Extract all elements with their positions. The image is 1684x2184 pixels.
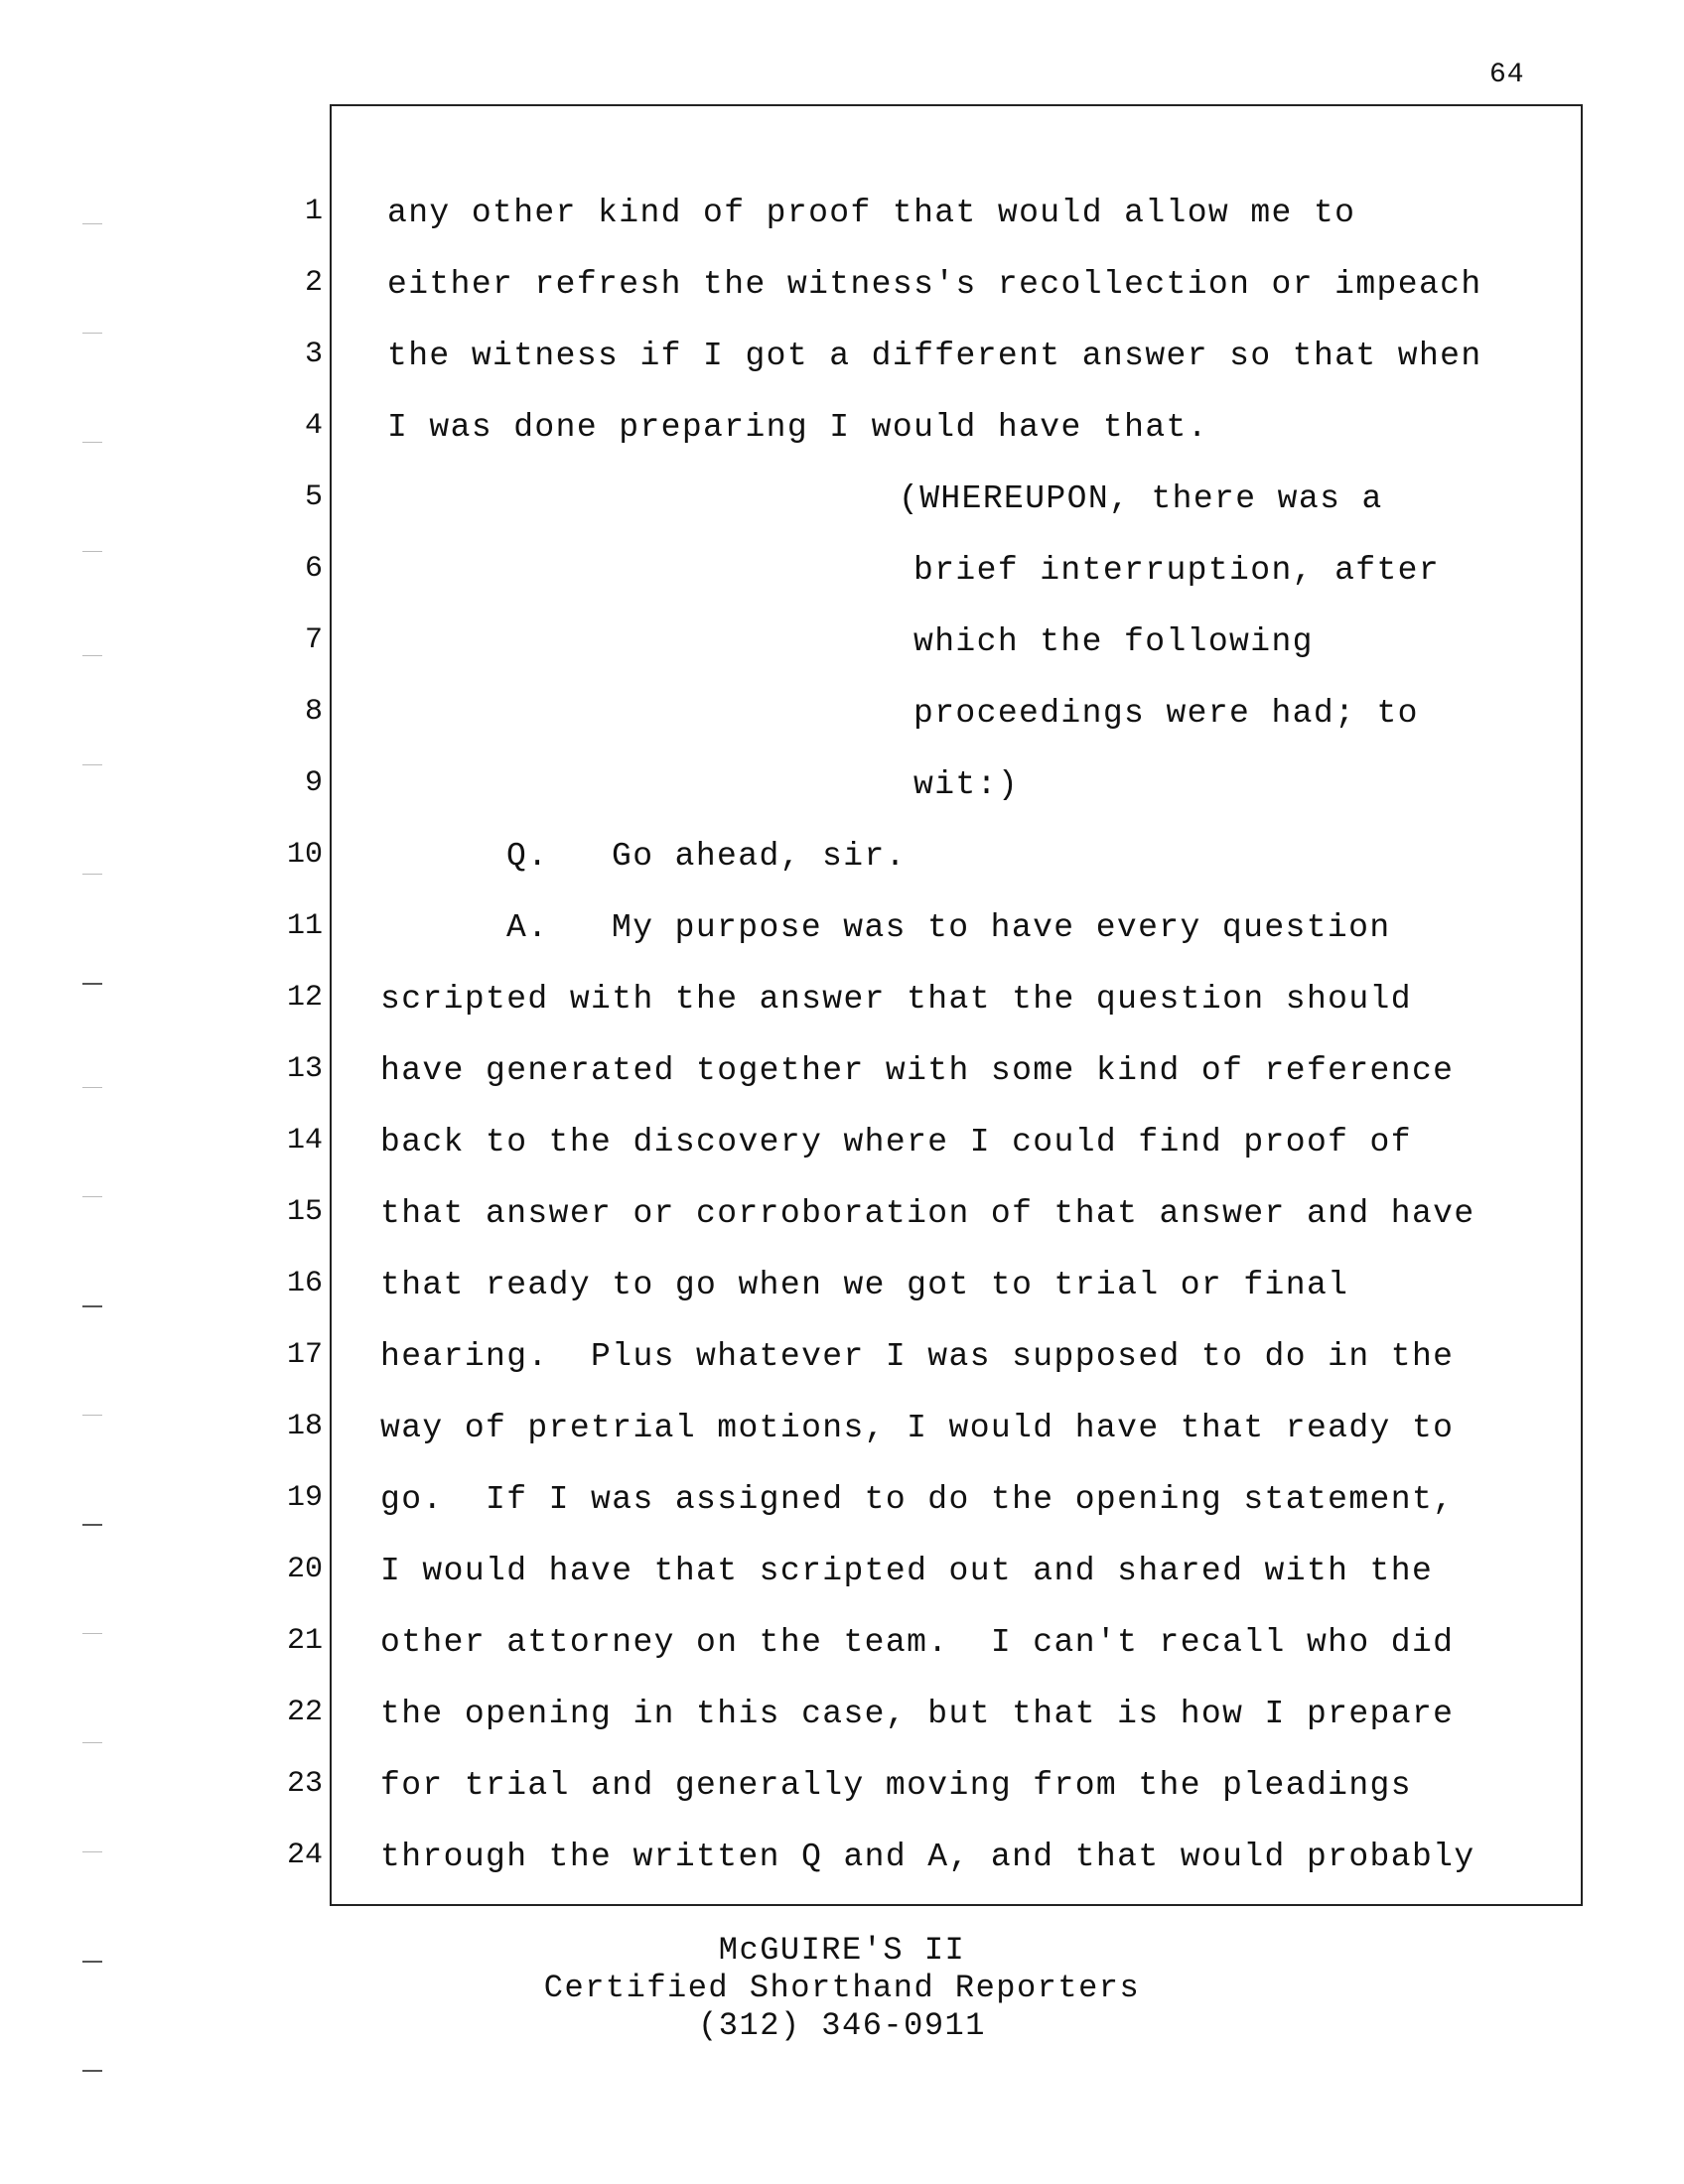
line-number: 6 (304, 552, 323, 586)
line-number: 16 (286, 1267, 323, 1300)
transcript-line (0, 1839, 1684, 1898)
line-number: 20 (286, 1553, 323, 1586)
line-text: hearing. Plus whatever I was supposed to do in the (380, 1338, 1455, 1375)
transcript-line (0, 838, 1684, 897)
transcript-line (0, 1553, 1684, 1612)
line-number: 23 (286, 1767, 323, 1801)
line-number: 24 (286, 1839, 323, 1872)
line-number: 7 (304, 623, 323, 657)
line-number: 17 (286, 1338, 323, 1372)
line-number: 2 (304, 266, 323, 300)
transcript-line (0, 623, 1684, 683)
line-text: have generated together with some kind of reference (380, 1052, 1455, 1089)
transcript-line (0, 1481, 1684, 1541)
transcript-line (0, 909, 1684, 969)
line-number: 11 (286, 909, 323, 943)
line-text: either refresh the witness's recollection or impeach (387, 266, 1482, 303)
line-text: A. My purpose was to have every question (506, 909, 1391, 946)
line-text: the witness if I got a different answer so that when (387, 338, 1482, 374)
line-text: which the following (913, 623, 1314, 660)
line-text: brief interruption, after (913, 552, 1441, 589)
line-text: scripted with the answer that the question should (380, 981, 1412, 1018)
line-text: go. If I was assigned to do the opening statement, (380, 1481, 1455, 1518)
line-text: for trial and generally moving from the pleadings (380, 1767, 1412, 1804)
line-text: wit:) (913, 766, 1020, 803)
line-text: (WHEREUPON, there was a (899, 480, 1383, 517)
transcript-line (0, 1410, 1684, 1469)
reporter-name: McGUIRE'S II (718, 1932, 966, 1969)
transcript-line (0, 1267, 1684, 1326)
reporter-footer (0, 1932, 1684, 2045)
transcript-line (0, 266, 1684, 326)
page-number: 64 (1489, 60, 1525, 90)
line-text: I would have that scripted out and shared with the (380, 1553, 1434, 1589)
line-text: other attorney on the team. I can't recall who did (380, 1624, 1455, 1661)
transcript-line (0, 695, 1684, 754)
line-number: 4 (304, 409, 323, 443)
line-text: Q. Go ahead, sir. (506, 838, 907, 875)
line-text: proceedings were had; to (913, 695, 1419, 732)
transcript-line (0, 552, 1684, 612)
transcript-line (0, 766, 1684, 826)
line-number: 22 (286, 1696, 323, 1729)
line-text: that answer or corroboration of that answer and have (380, 1195, 1475, 1232)
line-number: 19 (286, 1481, 323, 1515)
line-number: 9 (304, 766, 323, 800)
line-number: 10 (286, 838, 323, 872)
line-text: back to the discovery where I could find proof of (380, 1124, 1412, 1160)
line-number: 12 (286, 981, 323, 1015)
line-number: 13 (286, 1052, 323, 1086)
reporter-title: Certified Shorthand Reporters (543, 1970, 1141, 2006)
transcript-line (0, 1696, 1684, 1755)
line-text: way of pretrial motions, I would have that ready to (380, 1410, 1455, 1446)
transcript-line (0, 1624, 1684, 1684)
transcript-line (0, 409, 1684, 469)
transcript-line (0, 1338, 1684, 1398)
line-text: through the written Q and A, and that would probably (380, 1839, 1475, 1875)
line-number: 21 (286, 1624, 323, 1658)
line-text: the opening in this case, but that is how I prepare (380, 1696, 1455, 1732)
line-text: I was done preparing I would have that. (387, 409, 1208, 446)
transcript-line (0, 195, 1684, 254)
line-number: 1 (304, 195, 323, 228)
line-text: that ready to go when we got to trial or final (380, 1267, 1349, 1303)
line-text: any other kind of proof that would allow me to (387, 195, 1356, 231)
transcript-line (0, 1195, 1684, 1255)
line-number: 3 (304, 338, 323, 371)
reporter-phone: (312) 346-0911 (698, 2007, 986, 2044)
transcript-line (0, 338, 1684, 397)
transcript-line (0, 981, 1684, 1040)
line-number: 18 (286, 1410, 323, 1443)
line-number: 8 (304, 695, 323, 729)
line-number: 14 (286, 1124, 323, 1158)
line-number: 5 (304, 480, 323, 514)
transcript-line (0, 480, 1684, 540)
transcript-line (0, 1124, 1684, 1183)
line-number: 15 (286, 1195, 323, 1229)
transcript-line (0, 1767, 1684, 1827)
transcript-line (0, 1052, 1684, 1112)
